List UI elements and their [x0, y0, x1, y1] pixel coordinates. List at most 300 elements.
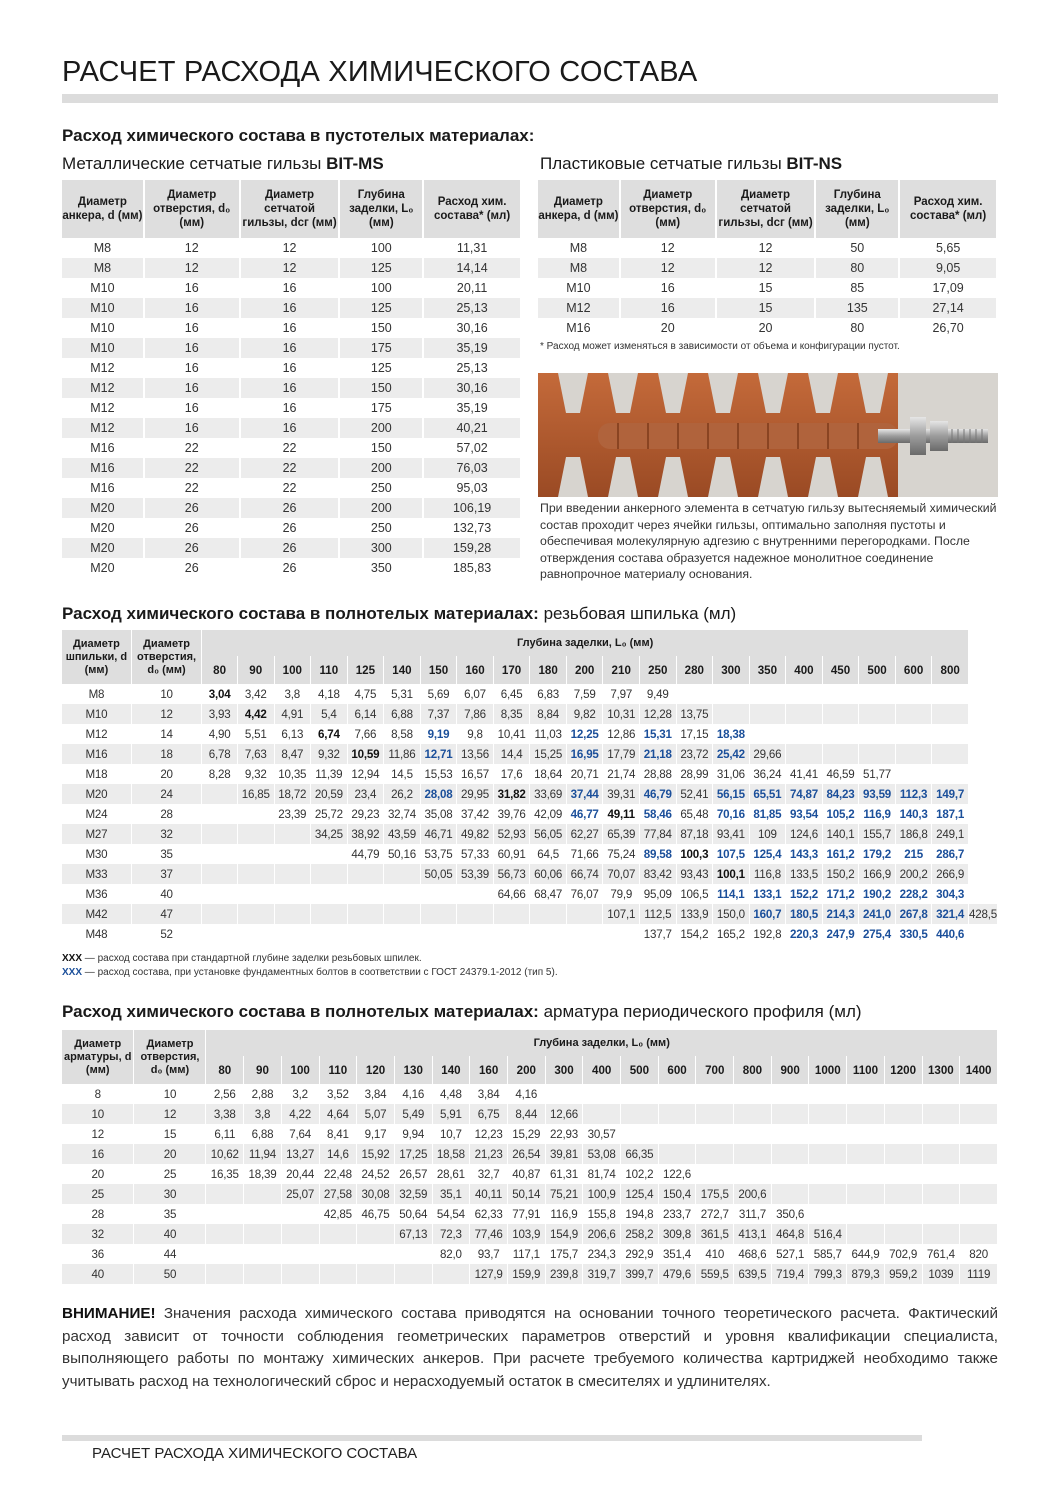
table-cell: 15,29	[507, 1124, 545, 1144]
table-cell: 20	[131, 764, 201, 784]
table-cell: 14,14	[423, 258, 521, 278]
table-cell: M12	[62, 398, 144, 418]
table-cell: 16,35	[206, 1164, 244, 1184]
table-cell: 719,4	[771, 1264, 809, 1284]
table-cell: 154,2	[676, 924, 713, 944]
table-cell	[884, 1204, 922, 1224]
table-cell: 93,54	[786, 804, 823, 824]
table-cell	[847, 1144, 885, 1164]
table-cell	[202, 864, 238, 884]
table-cell: 7,86	[457, 704, 494, 724]
table-cell: 16,57	[457, 764, 494, 784]
table-cell: 4,16	[394, 1084, 432, 1104]
table-cell	[922, 1104, 960, 1124]
depth-header: 80	[206, 1056, 244, 1084]
table-cell: 399,7	[621, 1264, 659, 1284]
table-cell: 137,7	[640, 924, 677, 944]
table-cell	[457, 924, 494, 944]
footer-divider	[62, 1435, 922, 1441]
table-cell	[786, 744, 823, 764]
table-cell	[771, 1124, 809, 1144]
table-cell	[847, 1204, 885, 1224]
table-cell: 4,75	[347, 684, 384, 704]
depth-header: 150	[420, 656, 457, 684]
table-cell: 4,90	[202, 724, 238, 744]
table-cell: 56,15	[713, 784, 750, 804]
table-cell: 12	[134, 1104, 206, 1124]
table-cell: 3,84	[357, 1084, 395, 1104]
table-cell: 10,59	[347, 744, 384, 764]
table-cell: 2,88	[244, 1084, 282, 1104]
table-cell: 258,2	[621, 1224, 659, 1244]
table-cell	[530, 924, 567, 944]
table-cell	[734, 1144, 772, 1164]
table-cell: 10	[134, 1084, 206, 1104]
table-cell: M10	[538, 278, 620, 298]
table-cell: 40	[134, 1224, 206, 1244]
table-cell: 165,2	[713, 924, 750, 944]
table-cell: 26,70	[899, 318, 997, 338]
table-cell: 351,4	[658, 1244, 696, 1264]
table-cell: 6,45	[493, 684, 530, 704]
table-cell: 26,57	[394, 1164, 432, 1184]
table-cell: 70,16	[713, 804, 750, 824]
table-cell	[274, 884, 311, 904]
table-cell: 4,48	[432, 1084, 470, 1104]
table-cell: 18,38	[713, 724, 750, 744]
table-cell: 20,44	[281, 1164, 319, 1184]
table-cell	[281, 1204, 319, 1224]
table-cell: 16	[240, 358, 340, 378]
table-cell: 81,74	[583, 1164, 621, 1184]
table-cell: 330,5	[895, 924, 932, 944]
table-row	[62, 824, 998, 844]
table-cell: 16	[620, 278, 716, 298]
table-cell: M20	[62, 558, 144, 578]
table-cell: 52,41	[676, 784, 713, 804]
table-cell: 61,31	[545, 1164, 583, 1184]
table-cell: 80	[815, 318, 899, 338]
table-cell: 175	[339, 338, 423, 358]
table-cell: 249,1	[932, 824, 969, 844]
table-cell	[809, 1084, 847, 1104]
table-cell	[895, 724, 932, 744]
table-cell: 6,78	[202, 744, 238, 764]
table-cell: 82,0	[432, 1244, 470, 1264]
table-cell: 22,48	[319, 1164, 357, 1184]
depth-header: 160	[470, 1056, 508, 1084]
table-cell: 9,05	[899, 258, 997, 278]
table-cell: 93,7	[470, 1244, 508, 1264]
table-cell: 93,59	[859, 784, 896, 804]
table-cell	[621, 1124, 659, 1144]
table-cell: 35,08	[420, 804, 457, 824]
table-cell	[895, 684, 932, 704]
table-cell	[311, 924, 348, 944]
table-cell: 5,49	[394, 1104, 432, 1124]
table-cell: 12,86	[603, 724, 640, 744]
table-cell: 106,5	[676, 884, 713, 904]
table-cell: 9,17	[357, 1124, 395, 1144]
table-cell: 102,2	[621, 1164, 659, 1184]
depth-header: 800	[734, 1056, 772, 1084]
table-cell	[960, 1184, 998, 1204]
table-row	[62, 684, 998, 704]
table-cell: 107,1	[603, 904, 640, 924]
table-cell: 228,2	[895, 884, 932, 904]
table-cell	[822, 704, 859, 724]
table-cell: 46,79	[640, 784, 677, 804]
table-cell: 75,24	[603, 844, 640, 864]
table-cell: 155,8	[583, 1204, 621, 1224]
table-cell: 47	[131, 904, 201, 924]
depth-header: 210	[603, 656, 640, 684]
table-cell	[311, 904, 348, 924]
table-cell: 42,85	[319, 1204, 357, 1224]
table-cell	[749, 684, 786, 704]
table-cell	[884, 1184, 922, 1204]
table-cell: 125	[339, 258, 423, 278]
table-cell: M16	[62, 744, 131, 764]
table-cell	[749, 704, 786, 724]
table-cell	[895, 744, 932, 764]
table-cell: 57,33	[457, 844, 494, 864]
table-cell: M42	[62, 904, 131, 924]
table-cell: 8,58	[384, 724, 421, 744]
table-cell: 42,09	[530, 804, 567, 824]
table-cell: 3,52	[319, 1084, 357, 1104]
table-row	[62, 338, 521, 358]
table-cell	[786, 684, 823, 704]
depth-header: 120	[357, 1056, 395, 1084]
table-cell: 28	[131, 804, 201, 824]
table-cell	[932, 764, 969, 784]
table-cell	[530, 904, 567, 924]
table-cell: 21,18	[640, 744, 677, 764]
table-cell	[713, 704, 750, 724]
table-cell: 93,43	[676, 864, 713, 884]
table-cell	[960, 1104, 998, 1124]
table-cell	[357, 1244, 395, 1264]
table-cell	[922, 1164, 960, 1184]
table-cell: 241,0	[859, 904, 896, 924]
table-cell: 22	[144, 458, 240, 478]
table-cell: 122,6	[658, 1164, 696, 1184]
table-row	[62, 784, 998, 804]
depth-header: 90	[237, 656, 274, 684]
table-cell	[960, 1224, 998, 1244]
table-cell: 32,7	[470, 1164, 508, 1184]
table-cell: 17,09	[899, 278, 997, 298]
table-cell: 300	[339, 538, 423, 558]
depth-header: 500	[621, 1056, 659, 1084]
table-cell: 30	[134, 1184, 206, 1204]
table-cell: 15	[716, 278, 816, 298]
table-cell: 7,97	[603, 684, 640, 704]
ns-table-title: Пластиковые сетчатые гильзы BIT-NS	[540, 154, 843, 173]
table-row	[538, 318, 997, 338]
photo-caption: При введении анкерного элемента в сетчатую гильзу вытесняемый химический состав проходит через ячейки гильзы, оптимально заполняя пустоты и обеспечивая молекулярную адгезию с внутренними перегородками. После отверждения состава образуется надежное монолитное соединение равнопрочное материалу основания.	[540, 501, 997, 581]
table-cell: 220,3	[786, 924, 823, 944]
table-cell: 321,4	[932, 904, 969, 924]
table-cell: 57,02	[423, 438, 521, 458]
table-cell	[859, 684, 896, 704]
table-cell	[206, 1184, 244, 1204]
table-cell: 250	[339, 518, 423, 538]
table-cell: 319,7	[583, 1264, 621, 1284]
table-cell: 35	[134, 1204, 206, 1224]
table-row	[62, 844, 998, 864]
table-cell: 3,8	[244, 1104, 282, 1124]
table-cell: 12	[144, 238, 240, 258]
table-cell	[237, 884, 274, 904]
table-cell: 50,16	[384, 844, 421, 864]
table-cell	[347, 884, 384, 904]
table-cell: 959,2	[884, 1264, 922, 1284]
table-cell: 41,41	[786, 764, 823, 784]
table-cell	[311, 844, 348, 864]
table-cell	[237, 904, 274, 924]
table-cell: 37,42	[457, 804, 494, 824]
table-cell: M33	[62, 864, 131, 884]
table-cell: 464,8	[771, 1224, 809, 1244]
table-cell: 24	[131, 784, 201, 804]
table-cell: 13,75	[676, 704, 713, 724]
table-cell	[822, 724, 859, 744]
legend-standard: XXX — расход состава при стандартной глубине заделки резьбовых шпилек.	[62, 953, 422, 964]
table-cell: 16	[62, 1144, 134, 1164]
table-cell: 190,2	[859, 884, 896, 904]
table-cell: 100,1	[713, 864, 750, 884]
table-cell: 11,03	[530, 724, 567, 744]
table-cell: 33,69	[530, 784, 567, 804]
table-cell	[493, 924, 530, 944]
table-cell: 27,58	[319, 1184, 357, 1204]
table-cell: 116,9	[859, 804, 896, 824]
table-cell	[420, 904, 457, 924]
table-cell	[884, 1164, 922, 1184]
table-cell: 65,48	[676, 804, 713, 824]
table-cell: 18,72	[274, 784, 311, 804]
table-cell: 194,8	[621, 1204, 659, 1224]
table-cell: 23,39	[274, 804, 311, 824]
table-cell: 20	[716, 318, 816, 338]
table-cell	[202, 804, 238, 824]
table-cell	[696, 1104, 734, 1124]
table-cell	[274, 924, 311, 944]
table-cell: 65,39	[603, 824, 640, 844]
table-cell: 275,4	[859, 924, 896, 944]
table-cell: 28,99	[676, 764, 713, 784]
table-cell: 39,81	[545, 1144, 583, 1164]
table-cell: M20	[62, 784, 131, 804]
table-cell: 75,21	[545, 1184, 583, 1204]
table-row	[62, 1224, 998, 1244]
table-row	[62, 744, 998, 764]
table-cell: 60,06	[530, 864, 567, 884]
table-cell	[347, 864, 384, 884]
table-cell: 18,58	[432, 1144, 470, 1164]
table-cell	[847, 1184, 885, 1204]
table-cell	[859, 724, 896, 744]
table-cell: 6,75	[470, 1104, 508, 1124]
table-cell: 16	[144, 378, 240, 398]
table-cell: 3,04	[202, 684, 238, 704]
table-cell: 10,31	[603, 704, 640, 724]
table-cell: 135	[815, 298, 899, 318]
table-cell	[809, 1184, 847, 1204]
depth-header: 125	[347, 656, 384, 684]
table-cell	[384, 864, 421, 884]
table-cell: 106,19	[423, 498, 521, 518]
table-cell	[658, 1104, 696, 1124]
table-cell: 200	[339, 458, 423, 478]
table-cell: 133,9	[676, 904, 713, 924]
table-cell	[583, 1084, 621, 1104]
table-cell: 6,88	[244, 1124, 282, 1144]
table-cell: 71,66	[566, 844, 603, 864]
table-cell: 80	[815, 258, 899, 278]
table-cell: 103,9	[507, 1224, 545, 1244]
table-cell	[583, 1104, 621, 1124]
table-cell: 25,72	[311, 804, 348, 824]
table-cell: 159,9	[507, 1264, 545, 1284]
table-cell: 166,9	[859, 864, 896, 884]
table-cell: 17,25	[394, 1144, 432, 1164]
table-cell: 107,5	[713, 844, 750, 864]
table-cell: 20	[620, 318, 716, 338]
table-cell	[809, 1204, 847, 1224]
table-cell: 16	[144, 338, 240, 358]
table-cell: 22	[240, 458, 340, 478]
table-cell: M12	[62, 724, 131, 744]
table-cell	[771, 1144, 809, 1164]
table-cell: 5,31	[384, 684, 421, 704]
table-cell	[319, 1244, 357, 1264]
table-cell: 22	[144, 478, 240, 498]
table-cell: 40,87	[507, 1164, 545, 1184]
depth-header: 130	[394, 1056, 432, 1084]
depth-header: 200	[507, 1056, 545, 1084]
table-cell	[621, 1084, 659, 1104]
table-cell: 200,2	[895, 864, 932, 884]
table-cell	[932, 744, 969, 764]
table-cell	[960, 1204, 998, 1224]
table-cell	[771, 1184, 809, 1204]
table-cell	[734, 1084, 772, 1104]
table-cell: 2,56	[206, 1084, 244, 1104]
table-cell: 84,23	[822, 784, 859, 804]
table-cell: 20,59	[311, 784, 348, 804]
table-cell	[319, 1264, 357, 1284]
table-cell: 7,63	[237, 744, 274, 764]
table-cell: 28,88	[640, 764, 677, 784]
table-cell: 6,83	[530, 684, 567, 704]
depth-header: 90	[244, 1056, 282, 1084]
table-cell: 36,24	[749, 764, 786, 784]
table-cell: 410	[696, 1244, 734, 1264]
table-cell: 9,82	[566, 704, 603, 724]
table-cell: 133,1	[749, 884, 786, 904]
table-cell: M8	[538, 258, 620, 278]
table-cell: M8	[62, 684, 131, 704]
table-cell: M27	[62, 824, 131, 844]
table-cell: 5,91	[432, 1104, 470, 1124]
ms-table-title: Металлические сетчатые гильзы BIT-MS	[62, 154, 384, 173]
table-row	[62, 924, 998, 944]
table-cell	[566, 904, 603, 924]
depth-header: 1100	[847, 1056, 885, 1084]
table-cell	[734, 1124, 772, 1144]
table-cell	[809, 1104, 847, 1124]
table-cell: 311,7	[734, 1204, 772, 1224]
table-cell: 702,9	[884, 1244, 922, 1264]
table-cell: 585,7	[809, 1244, 847, 1264]
table-cell	[658, 1144, 696, 1164]
table-cell: 65,51	[749, 784, 786, 804]
table-cell: 440,6	[932, 924, 969, 944]
table-cell: 16	[144, 278, 240, 298]
table-cell: 150,0	[713, 904, 750, 924]
table-cell	[384, 924, 421, 944]
depth-header: 170	[493, 656, 530, 684]
table-cell: 6,74	[311, 724, 348, 744]
table-cell: 4,91	[274, 704, 311, 724]
table-cell	[847, 1104, 885, 1124]
rebar-section-heading: Расход химического состава в полнотелых материалах: арматура периодического профиля (мл)	[62, 1002, 862, 1021]
table-cell: 26	[144, 538, 240, 558]
table-row	[62, 764, 998, 784]
table-cell: 112,5	[640, 904, 677, 924]
table-cell: 3,42	[237, 684, 274, 704]
table-row	[62, 558, 521, 578]
table-cell	[734, 1104, 772, 1124]
table-cell: 81,85	[749, 804, 786, 824]
table-cell	[847, 1224, 885, 1244]
table-cell: 25,13	[423, 358, 521, 378]
table-cell: 6,88	[384, 704, 421, 724]
column-header: Диаметр арматуры, d (мм)	[62, 1030, 134, 1084]
table-cell: 150	[339, 438, 423, 458]
table-cell: 50	[134, 1264, 206, 1284]
table-cell: 16	[240, 418, 340, 438]
table-row	[62, 1124, 998, 1144]
table-cell: 1039	[922, 1264, 960, 1284]
table-cell	[347, 904, 384, 924]
table-cell: 17,6	[493, 764, 530, 784]
table-cell: 22	[144, 438, 240, 458]
table-cell: 34,25	[311, 824, 348, 844]
table-cell: 132,73	[423, 518, 521, 538]
table-cell: 20,11	[423, 278, 521, 298]
table-row	[62, 1244, 998, 1264]
table-cell: 350,6	[771, 1204, 809, 1224]
table-cell: 26	[240, 558, 340, 578]
table-cell: 109	[749, 824, 786, 844]
column-header: Диаметр отверстия, d₀ (мм)	[144, 180, 240, 238]
table-cell: 35,19	[423, 398, 521, 418]
table-row	[62, 458, 521, 478]
table-row	[62, 378, 521, 398]
table-cell: 761,4	[922, 1244, 960, 1264]
table-row	[62, 1184, 998, 1204]
table-cell	[244, 1184, 282, 1204]
table-cell	[420, 884, 457, 904]
table-cell	[244, 1244, 282, 1264]
table-cell: 15,25	[530, 744, 567, 764]
table-cell: 76,07	[566, 884, 603, 904]
table-cell: 100,3	[676, 844, 713, 864]
